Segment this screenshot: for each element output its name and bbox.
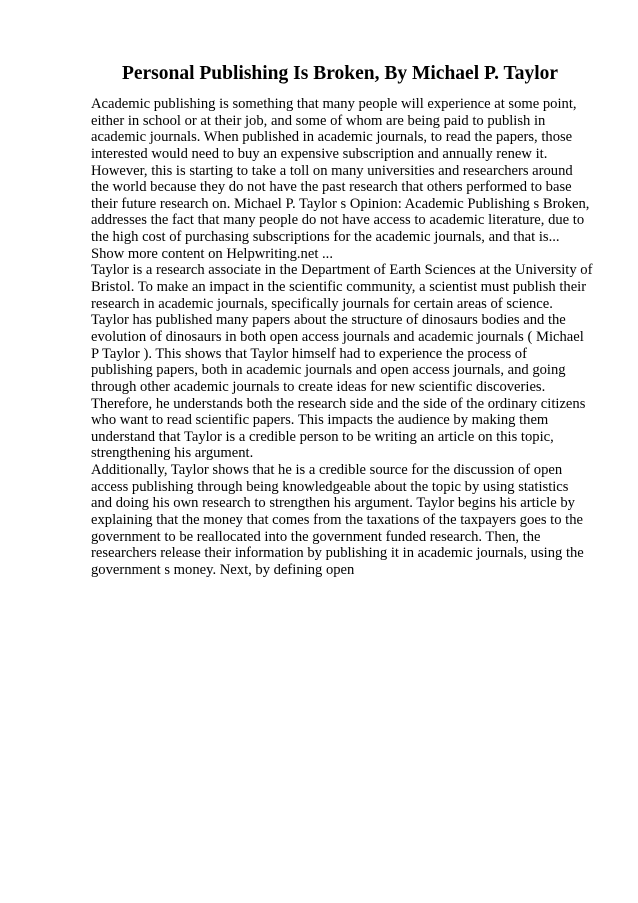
body-line: and doing his own research to strengthen his argument. Taylor begins his article by — [91, 495, 575, 512]
body-line: However, this is starting to take a toll on many universities and researchers around — [91, 162, 573, 179]
document-title: Personal Publishing Is Broken, By Michael P. Taylor — [121, 63, 559, 84]
body-line: evolution of dinosaurs in both open access journals and academic journals ( Michael — [91, 328, 584, 345]
body-line: access publishing through being knowledgeable about the topic by using statistics — [91, 478, 569, 495]
body-line: government s money. Next, by defining open — [91, 561, 355, 578]
body-line: explaining that the money that comes from the taxations of the taxpayers goes to the — [91, 512, 583, 529]
body-line: Academic publishing is something that many people will experience at some point, — [91, 96, 577, 112]
body-line: research in academic journals, specifically journals for certain areas of science. — [91, 295, 553, 312]
body-line: researchers release their information by publishing it in academic journals, using the — [91, 545, 584, 562]
body-line: the high cost of purchasing subscriptions for the academic journals, and that is... — [91, 229, 560, 246]
body-line: Taylor has published many papers about the structure of dinosaurs bodies and the — [91, 312, 566, 329]
body-line: either in school or at their job, and some of whom are being paid to publish in — [91, 112, 546, 129]
body-line: the world because they do not have the past research that others performed to base — [91, 179, 572, 196]
body-line: understand that Taylor is a credible person to be writing an article on this topic, — [91, 428, 554, 445]
body-line: government to be reallocated into the government funded research. Then, the — [91, 528, 541, 545]
document-body — [91, 96, 603, 579]
body-line: academic journals. When published in academic journals, to read the papers, those — [91, 129, 573, 146]
body-line: Taylor is a research associate in the Department of Earth Sciences at the University of — [91, 262, 593, 279]
show-more-line: Show more content on Helpwriting.net ... — [91, 245, 333, 262]
body-line: addresses the fact that many people do not have access to academic literature, due to — [91, 212, 585, 229]
body-line: Additionally, Taylor shows that he is a credible source for the discussion of open — [91, 462, 563, 479]
body-line: who want to read scientific papers. This impacts the audience by making them — [91, 412, 549, 429]
body-line: interested would need to buy an expensive subscription and annually renew it. — [91, 145, 548, 162]
body-line: their future research on. Michael P. Taylor s Opinion: Academic Publishing s Broken, — [91, 195, 590, 212]
body-line: through other academic journals to create ideas for new scientific discoveries. — [91, 378, 546, 395]
body-line: strengthening his argument. — [91, 445, 254, 462]
body-line: P Taylor ). This shows that Taylor himself had to experience the process of — [91, 345, 527, 362]
body-line: Bristol. To make an impact in the scientific community, a scientist must publish their — [91, 279, 587, 296]
body-line: Therefore, he understands both the research side and the side of the ordinary citizens — [91, 395, 586, 412]
body-line: publishing papers, both in academic journals and open access journals, and going — [91, 362, 566, 379]
